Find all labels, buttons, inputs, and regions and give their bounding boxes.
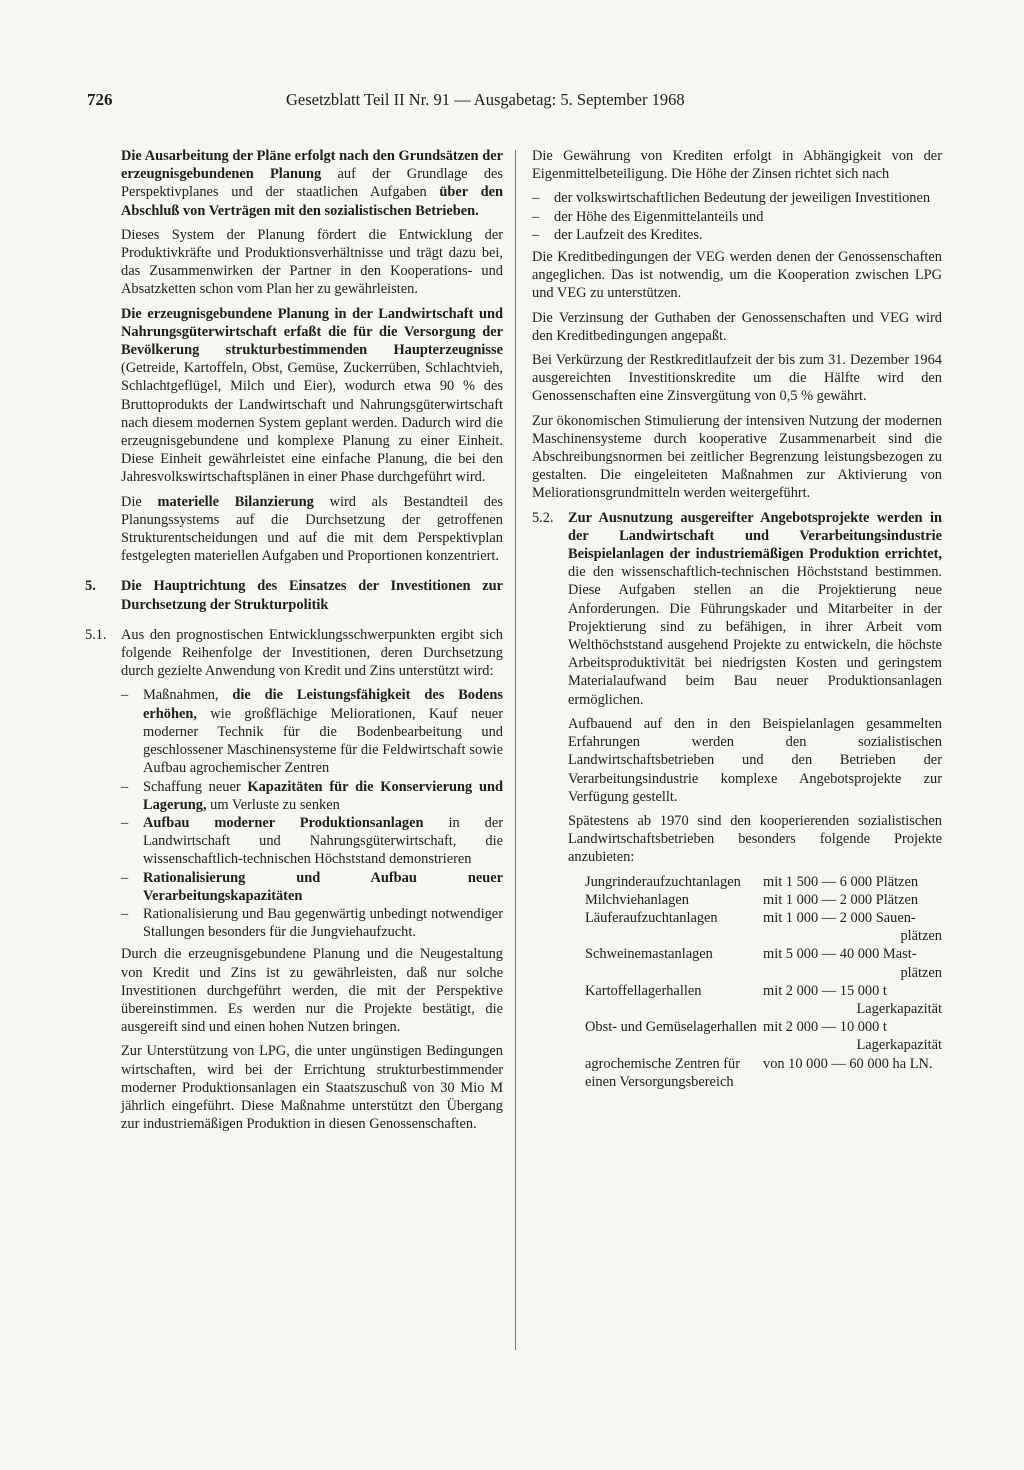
bold-text: Rationalisierung und Aufbau neuer Verarbeitungskapazitäten (143, 869, 503, 904)
project-name: Jungrinderaufzuchtanlagen (585, 873, 741, 890)
investment-list (121, 686, 503, 941)
section-heading-5 (85, 577, 503, 613)
project-capacity (757, 1018, 942, 1054)
text: (Getreide, Kartoffeln, Obst, Gemüse, Zuckerrüben, Schlachtvieh, Schlachtgeflügel, Milch und Eier), wodurch etwa 90 % des Bruttoprodukts der Landwirtschaft und Nahrungsgüterwirtschaft nach diesem modernen System geplant werden. Dadurch wird die erzeugnisgebundene und komplexe Planung zu einer Einheit. Diese Einheit gewährleistet eine einfache Planung, die bei den Jahresvolkswirtschaftsplänen in einer Phase durchgeführt wird. (121, 360, 503, 486)
bold-text: Kapazitäten für die Konservierung und Lagerung, (143, 778, 503, 813)
running-title: Gesetzblatt Teil II Nr. 91 — Ausgabetag: 5. September 1968 (286, 90, 685, 109)
project-capacity (757, 982, 942, 1018)
text: auf der Grundlage des Perspektivplanes und der staatlichen Aufgaben (121, 166, 504, 201)
capacity-unit: plätzen (900, 928, 942, 945)
section-number: 5.2. (532, 509, 554, 526)
table-row (585, 891, 942, 909)
text: die den wissenschaftlich-technischen Höchststand bestimmen. Diese Aufgaben stellen an die Projektierung neue Anforderungen. Die Führungskader und Mitarbeiter in der Projektierung sind zu befähigen, in ihrer Arbeit vom Welthöchststand ausgehend Projekte zu entwickeln, die höchste Arbeitsproduktivität bei niedrigsten Kosten und geringstem Materialaufwand beim Bau neuer Produktionsanlagen ermöglichen. (568, 564, 942, 708)
capacity-unit: Lagerkapazität (856, 1000, 942, 1017)
section-title: Die Hauptrichtung des Einsatzes der Investitionen zur Durchsetzung der Strukturpolitik (121, 578, 503, 613)
list-item: – der Laufzeit des Kredites. (532, 226, 942, 244)
bold-text: Aufbau moderner Produktionsanlagen (143, 814, 424, 831)
list-item: – der Höhe des Eigenmittelanteils und (532, 208, 942, 226)
paragraph: Zur Unterstützung von LPG, die unter ungünstigen Bedingungen wirtschaften, wird bei der Errichtung strukturbestimmender moderner Produktionsanlagen ein Staatszuschuß von 30 Mio M jährlich eingeführt. Diese Maßnahme unterstützt den Übergang zur industriemäßigen Produktion in diesen Genossenschaften. (121, 1043, 503, 1133)
paragraph: Die Verzinsung der Guthaben der Genossenschaften und VEG wird den Kreditbedingungen angepaßt. (532, 309, 942, 344)
capacity-value: von 10 000 — 60 000 ha LN. (763, 1055, 933, 1072)
bold-text: über den Abschluß von Verträgen mit den sozialistischen Betrieben. (121, 184, 503, 219)
capacity-value: mit 1 000 — 2 000 Plätzen (763, 891, 919, 908)
table-row (585, 873, 942, 891)
capacity-value: mit 1 000 — 2 000 Sauen- (763, 909, 916, 926)
section-number: 5. (85, 578, 96, 595)
project-name: Kartoffellagerhallen (585, 982, 702, 999)
section-number: 5.1. (85, 626, 107, 643)
paragraph: Aufbauend auf den in den Beispielanlagen gesammelten Erfahrungen werden den sozialistischen Landwirtschaftsbetrieben und den Betrieben der Verarbeitungsindustrie komplexe Angebotsprojekte zur Verfügung gestellt. (568, 715, 942, 805)
project-name: Obst- und Gemüselagerhallen (585, 1019, 757, 1036)
text: Die (121, 493, 158, 510)
text: Schaffung neuer (143, 778, 248, 795)
project-name: agrochemische Zentren für einen Versorgungsbereich (585, 1055, 741, 1090)
list-item (121, 869, 503, 905)
capacity-value: mit 5 000 — 40 000 Mast- (763, 946, 917, 963)
capacity-value: mit 1 500 — 6 000 Plätzen (763, 873, 919, 890)
section-5-2 (532, 509, 942, 709)
list-item (121, 814, 503, 869)
page-number: 726 (87, 90, 113, 109)
bold-text: Zur Ausnutzung ausgereifter Angebotsprojekte werden in der Landwirtschaft und Verarbeitungsindustrie Beispielanlagen der industriemäßigen Produktion errichtet, (568, 509, 942, 563)
table-row (585, 1055, 942, 1091)
capacity-unit: plätzen (900, 964, 942, 981)
column-divider (515, 150, 516, 1350)
bold-text: Die erzeugnisgebundene Planung in der Landwirtschaft und Nahrungsgüterwirtschaft erfaßt die für die Versorgung der Bevölkerung strukturbestimmenden Haupterzeugnisse (121, 305, 503, 359)
table-row (585, 1018, 942, 1054)
interest-criteria-list (532, 189, 942, 244)
section-5-1 (85, 626, 503, 681)
project-capacity (757, 1055, 942, 1091)
paragraph: Zur ökonomischen Stimulierung der intensiven Nutzung der modernen Maschinensysteme durch kooperative Zusammenarbeit sind die Abschreibungsnormen bei zeitlicher Begrenzung leistungsbezogen zu gestalten. Die eingeleiteten Maßnahmen zur Aktivierung von Meliorationsgrundmitteln werden weitergeführt. (532, 412, 942, 502)
bold-text: Die Ausarbeitung der Pläne erfolgt nach den Grundsätzen der erzeugnisgebundenen Planung (121, 148, 503, 183)
paragraph: Die Gewährung von Krediten erfolgt in Abhängigkeit von der Eigenmittelbeteiligung. Die Höhe der Zinsen richtet sich nach (532, 148, 942, 183)
bold-text: die die Leistungsfähigkeit des Bodens erhöhen, (143, 687, 503, 722)
text: wird als Bestandteil des Planungssystems auf die Durchsetzung der getroffenen Strukturentscheidungen und auf die mit dem Perspektivplan festgelegten materiellen Aufgaben und Proportionen konzentriert. (121, 493, 503, 565)
table-row (585, 982, 942, 1018)
project-name: Läuferaufzuchtanlagen (585, 909, 718, 926)
project-capacity (757, 945, 942, 981)
list-item (121, 778, 503, 814)
project-capacity (757, 909, 942, 945)
paragraph: Bei Verkürzung der Restkreditlaufzeit der bis zum 31. Dezember 1964 ausgereichten Investitionskredite um die Hälfte wird den Genossenschaften eine Zinsvergütung von 0,5 % gewährt. (532, 352, 942, 405)
section-text: Aus den prognostischen Entwicklungsschwerpunkten ergibt sich folgende Reihenfolge der Investitionen, deren Durchsetzung durch gezielte Anwendung von Kredit und Zins unterstützt wird: (121, 626, 503, 680)
right-column (532, 147, 942, 1091)
paragraph: Spätestens ab 1970 sind den kooperierenden sozialistischen Landwirtschaftsbetrieben besonders folgende Projekte anzubieten: (568, 812, 942, 866)
table-row (585, 909, 942, 945)
list-item: – der volkswirtschaftlichen Bedeutung der jeweiligen Investitionen (532, 189, 942, 207)
table-row (585, 945, 942, 981)
text: wie großflächige Meliorationen, Kauf neuer moderner Technik für die Bodenbearbeitung und geschlossener Maschinensysteme für die Feldwirtschaft sowie Aufbau agrochemischer Zentren (143, 705, 503, 777)
capacity-unit: Lagerkapazität (856, 1037, 942, 1054)
left-column (85, 147, 503, 1139)
project-capacity (757, 891, 942, 909)
list-item (121, 686, 503, 777)
page-header (87, 90, 767, 114)
bold-text: materielle Bilanzierung (157, 493, 314, 510)
project-name: Milchviehanlagen (585, 891, 689, 908)
text: um Verluste zu senken (206, 796, 340, 813)
capacity-value: mit 2 000 — 15 000 t (763, 982, 887, 999)
paragraph: Dieses System der Planung fördert die Entwicklung der Produktivkräfte und Produktionsverhältnisse und trägt dazu bei, das Zusammenwirken der Partner in den Kooperations- und Absatzketten schon vom Plan her zu gewährleisten. (121, 226, 503, 298)
project-capacity (757, 873, 942, 891)
capacity-value: mit 2 000 — 10 000 t (763, 1019, 887, 1036)
paragraph: Durch die erzeugnisgebundene Planung und die Neugestaltung von Kredit und Zins ist zu gewährleisten, daß nur solche Investitionen durchgeführt werden, die mit der Perspektive übereinstimmen. Es werden nur die Projekte bestätigt, die ausgereift sind und einen hohen Nutzen bringen. (121, 946, 503, 1036)
paragraph (85, 305, 503, 487)
text: in der Landwirtschaft und Nahrungsgüterwirtschaft, die wissenschaftlich-technischen Höchststand demonstrieren (143, 814, 503, 868)
list-item: – Rationalisierung und Bau gegenwärtig unbedingt notwendiger Stallungen besonders für die Jungviehaufzucht. (121, 905, 503, 941)
projects-table (585, 873, 942, 1091)
paragraph (85, 493, 503, 566)
text: Maßnahmen, (143, 687, 233, 704)
paragraph: Die Kreditbedingungen der VEG werden denen der Genossenschaften angeglichen. Das ist notwendig, um die Kooperation zwischen LPG und VEG zu unterstützen. (532, 249, 942, 302)
paragraph (85, 147, 503, 220)
section-text (568, 509, 942, 709)
project-name: Schweinemastanlagen (585, 946, 713, 963)
